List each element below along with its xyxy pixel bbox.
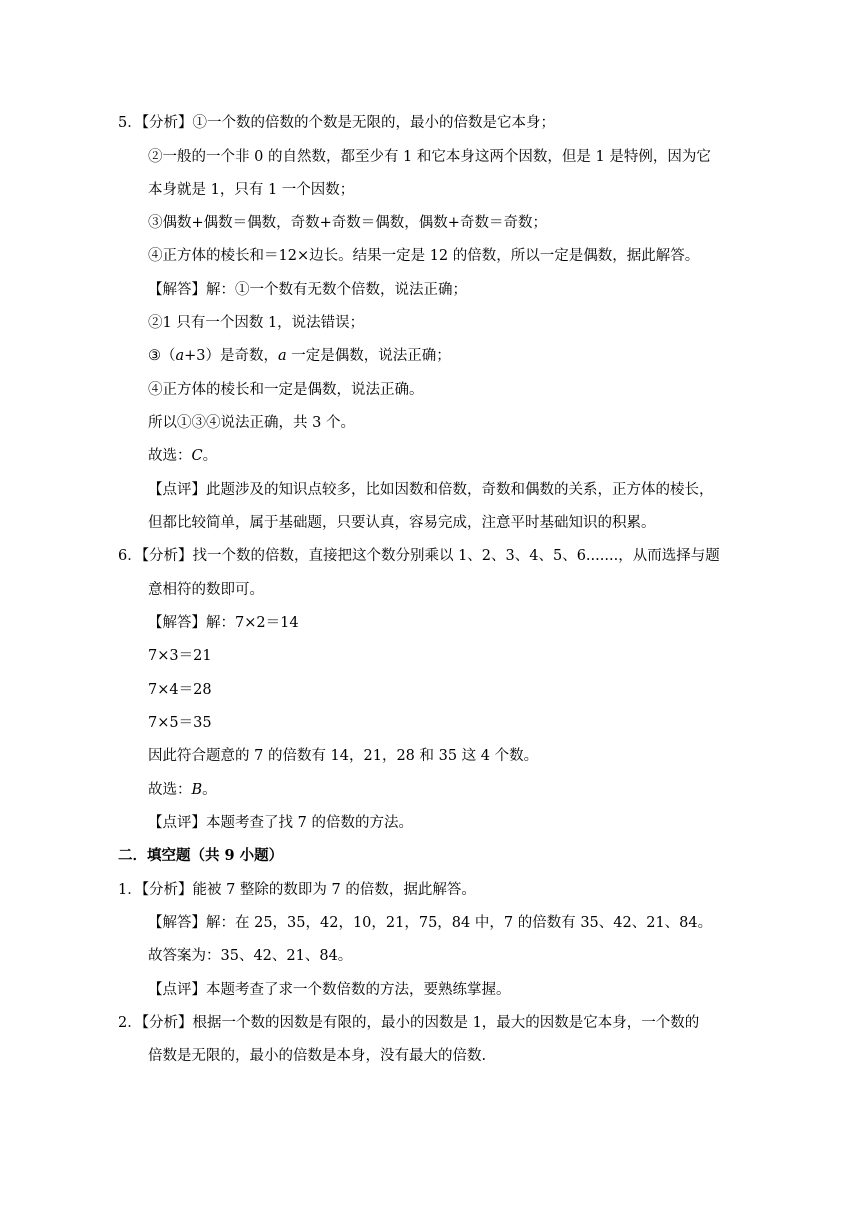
q5-answer-3-part-a: ③（ — [148, 348, 176, 364]
q5-answer-line-4: ④正方体的棱长和一定是偶数，说法正确。 — [148, 382, 424, 398]
f1-answer: 【解答】解：在 25，35，42，10，21，75，84 中，7 的倍数有 35、42、21、84。 — [148, 915, 713, 931]
q6-answer-line-4: 7×5＝35 — [148, 715, 212, 731]
q5-answer-line-2: ②1 只有一个因数 1，说法错误； — [148, 315, 365, 331]
q5-analysis-line-5: ④正方体的棱长和＝12×边长。结果一定是 12 的倍数，所以一定是偶数，据此解答。 — [148, 248, 700, 264]
q5-choice-suffix: 。 — [202, 448, 218, 464]
q5-analysis-line-1: 5．【分析】①一个数的倍数的个数是无限的，最小的倍数是它本身； — [118, 115, 555, 131]
q5-choice-letter: C — [191, 448, 203, 464]
q6-answer-line-3: 7×4＝28 — [148, 682, 212, 698]
q6-choice-letter: B — [191, 782, 203, 798]
q6-answer-line-5: 因此符合题意的 7 的倍数有 14，21，28 和 35 这 4 个数。 — [148, 748, 539, 764]
q6-analysis-line-2: 意相符的数即可。 — [148, 582, 264, 598]
q5-comment-line-2: 但都比较简单，属于基础题，只要认真，容易完成，注意平时基础知识的积累。 — [148, 515, 656, 531]
q5-choice — [148, 446, 217, 466]
f2-analysis-line-1: 2．【分析】根据一个数的因数是有限的，最小的因数是 1，最大的因数是它本身，一个数的 — [118, 1015, 700, 1031]
f1-comment: 【点评】本题考查了求一个数倍数的方法，要熟练掌握。 — [148, 982, 511, 998]
q6-choice-prefix: 故选： — [148, 782, 192, 798]
q6-choice-suffix: 。 — [202, 782, 217, 798]
q5-answer-line-1: 【解答】解：①一个数有无数个倍数，说法正确； — [148, 282, 467, 298]
q6-answer-line-1: 【解答】解：7×2＝14 — [148, 615, 299, 631]
q6-choice — [148, 780, 217, 800]
section-2-title: 二．填空题（共 9 小题） — [118, 847, 284, 864]
q6-answer-line-2: 7×3＝21 — [148, 648, 212, 664]
q6-analysis-line-1: 6．【分析】找一个数的倍数，直接把这个数分别乘以 1、2、3、4、5、6.......，从而选择与题 — [118, 548, 720, 564]
q5-answer-3-variable-2: a — [278, 348, 287, 364]
q5-comment-line-1: 【点评】此题涉及的知识点较多，比如因数和倍数，奇数和偶数的关系，正方体的棱长， — [148, 482, 714, 498]
q5-analysis-line-2: ②一般的一个非 0 的自然数，都至少有 1 和它本身这两个因数，但是 1 是特例，因为它 — [148, 149, 711, 165]
q5-answer-3-part-b: +3）是奇数， — [184, 348, 279, 364]
q5-analysis-line-3: 本身就是 1，只有 1 一个因数； — [148, 182, 355, 198]
f1-result: 故答案为：35、42、21、84。 — [148, 948, 353, 964]
q5-analysis-line-4: ③偶数+偶数＝偶数，奇数+奇数＝偶数，偶数+奇数＝奇数； — [148, 215, 547, 231]
f1-analysis: 1．【分析】能被 7 整除的数即为 7 的倍数，据此解答。 — [118, 882, 476, 898]
q6-comment: 【点评】本题考查了找 7 的倍数的方法。 — [148, 815, 413, 831]
f2-analysis-line-2: 倍数是无限的，最小的倍数是本身，没有最大的倍数. — [148, 1048, 487, 1064]
q5-answer-3-variable: a — [175, 348, 185, 364]
q5-choice-prefix: 故选： — [148, 448, 192, 464]
q5-answer-3-part-c: 一定是偶数，说法正确； — [286, 348, 451, 364]
q5-answer-line-3 — [148, 346, 451, 366]
q5-answer-line-5: 所以①③④说法正确，共 3 个。 — [148, 415, 355, 431]
